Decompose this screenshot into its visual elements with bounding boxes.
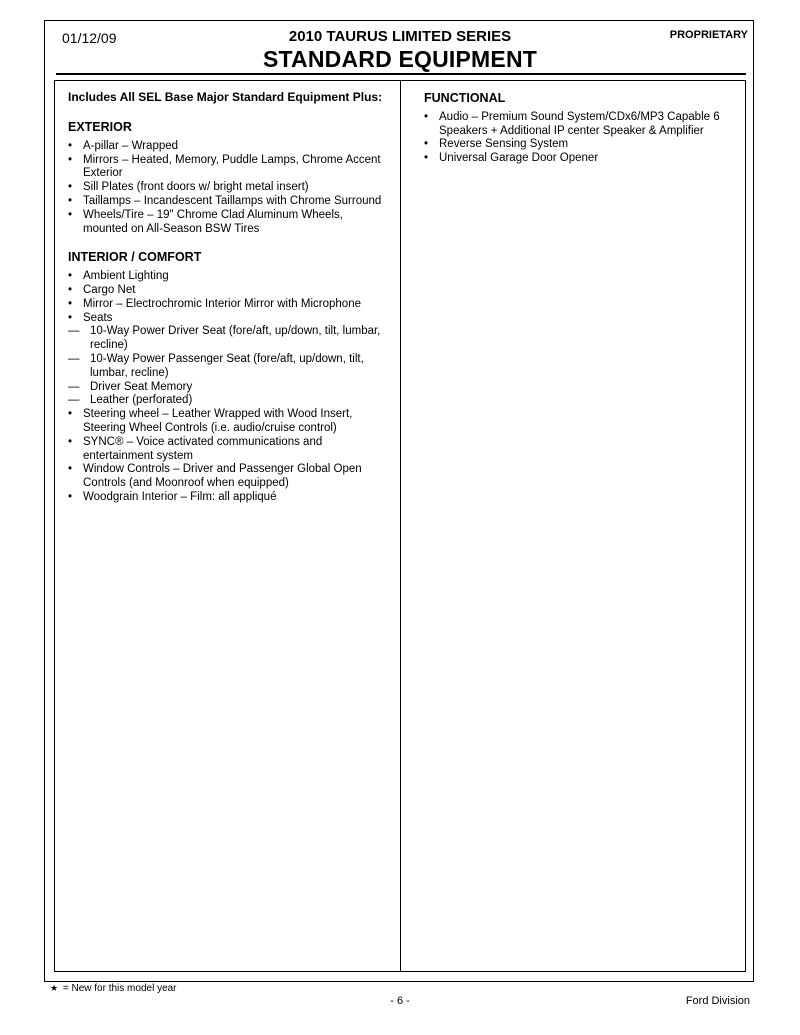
section-heading-exterior: EXTERIOR bbox=[68, 120, 132, 134]
list-item: • SYNC® – Voice activated communications and entertainment system bbox=[68, 436, 390, 464]
list-item: • Steering wheel – Leather Wrapped with Wood Insert, Steering Wheel Controls (i.e. audio/cruise control) bbox=[68, 408, 390, 436]
list-item: • Mirror – Electrochromic Interior Mirror with Microphone bbox=[68, 298, 390, 312]
right-column bbox=[424, 92, 740, 166]
left-column bbox=[68, 90, 390, 505]
sub-list-item: — 10-Way Power Passenger Seat (fore/aft, up/down, tilt, lumbar, recline) bbox=[68, 353, 390, 381]
page-number: - 6 - bbox=[390, 995, 410, 1007]
list-item: • Audio – Premium Sound System/CDx6/MP3 Capable 6 Speakers + Additional IP center Speaker & Amplifier bbox=[424, 111, 740, 139]
list-item: • Cargo Net bbox=[68, 284, 390, 298]
section-heading-functional: FUNCTIONAL bbox=[424, 91, 506, 105]
list-item: • Woodgrain Interior – Film: all appliqué bbox=[68, 491, 390, 505]
list-item-label: Seats bbox=[83, 311, 113, 324]
sub-list-item: — 10-Way Power Driver Seat (fore/aft, up/down, tilt, lumbar, recline) bbox=[68, 325, 390, 353]
list-item-seats bbox=[68, 312, 390, 326]
list-item: • Window Controls – Driver and Passenger Global Open Controls (and Moonroof when equipped) bbox=[68, 463, 390, 491]
list-item: • Ambient Lighting bbox=[68, 270, 390, 284]
list-item: • Universal Garage Door Opener bbox=[424, 152, 740, 166]
list-item: • Wheels/Tire – 19" Chrome Clad Aluminum Wheels, mounted on All-Season BSW Tires bbox=[68, 209, 390, 237]
interior-list bbox=[68, 270, 390, 325]
seats-sublist bbox=[68, 325, 390, 408]
sub-list-item: — Driver Seat Memory bbox=[68, 381, 390, 395]
functional-list bbox=[424, 111, 740, 166]
intro-text: Includes All SEL Base Major Standard Equipment Plus: bbox=[68, 90, 383, 104]
list-item: • Taillamps – Incandescent Taillamps with Chrome Surround bbox=[68, 195, 390, 209]
list-item: • Reverse Sensing System bbox=[424, 138, 740, 152]
header-rule bbox=[56, 73, 746, 75]
sub-list-item: — Leather (perforated) bbox=[68, 394, 390, 408]
header-classification: PROPRIETARY bbox=[669, 29, 748, 41]
footer-division: Ford Division bbox=[685, 995, 750, 1007]
header-series: 2010 TAURUS LIMITED SERIES bbox=[288, 28, 512, 45]
footer-legend bbox=[50, 983, 177, 994]
page-title: STANDARD EQUIPMENT bbox=[262, 46, 538, 72]
section-heading-interior: INTERIOR / COMFORT bbox=[68, 250, 202, 265]
footer-legend-text: = New for this model year bbox=[62, 983, 177, 994]
exterior-list bbox=[68, 140, 390, 237]
star-icon: ★ bbox=[50, 983, 59, 993]
list-item: • A-pillar – Wrapped bbox=[68, 140, 390, 154]
header-date: 01/12/09 bbox=[62, 30, 117, 46]
list-item: • Sill Plates (front doors w/ bright metal insert) bbox=[68, 181, 390, 195]
column-divider bbox=[400, 80, 401, 972]
list-item: • Mirrors – Heated, Memory, Puddle Lamps, Chrome Accent Exterior bbox=[68, 154, 390, 182]
interior-list-continued bbox=[68, 408, 390, 505]
